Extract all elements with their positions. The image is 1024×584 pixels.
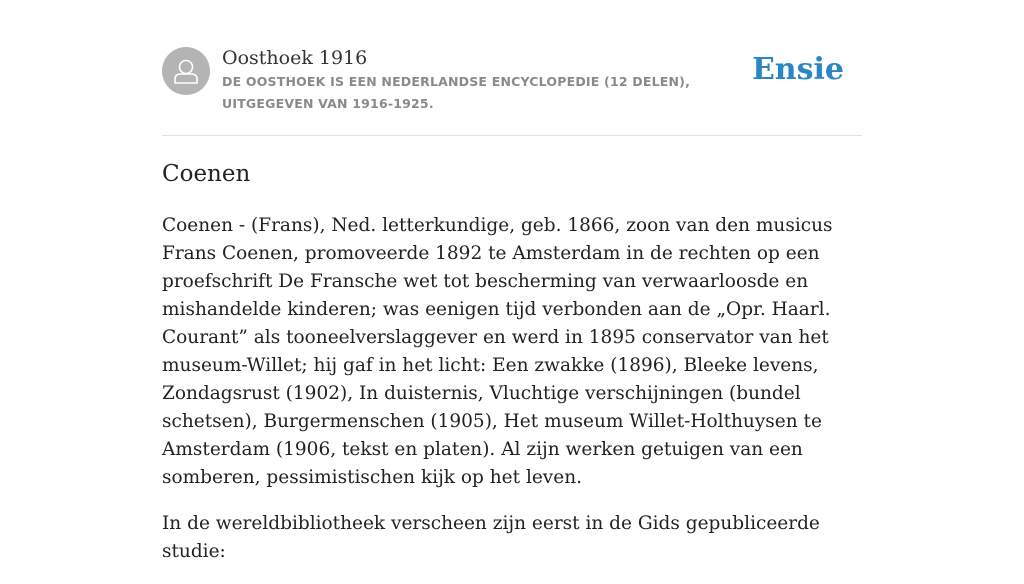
source-avatar[interactable] <box>162 47 210 95</box>
source-description: DE OOSTHOEK IS EEN NEDERLANDSE ENCYCLOPEDIE (12 DELEN), UITGEGEVEN VAN 1916-1925. <box>222 74 691 111</box>
user-placeholder-icon <box>162 47 210 95</box>
article-paragraph: In de wereldbibliotheek verscheen zijn eerst in de Gids gepubliceerde studie: <box>162 513 820 562</box>
source-title[interactable]: Oosthoek 1916 <box>222 47 368 69</box>
header-divider <box>162 135 862 136</box>
article-paragraph: Coenen - (Frans), Ned. letterkundige, geb. 1866, zoon van den musicus Frans Coenen, promoveerde 1892 te Amsterdam in de rechten op een proefschrift De Fransche wet tot bescherming van verwaarloosde en mishandelde kinderen; was eenigen tijd verbonden aan de „Opr. Haarl. Courant” als tooneelverslaggever en werd in 1895 conservator van het museum-Willet; hij gaf in het licht: Een zwakke (1896), Bleeke levens, Zondagsrust (1902), In duisternis, Vluchtige verschijningen (bundel schetsen), Burgermenschen (1905), Het museum Willet-Holthuysen te Amsterdam (1906, tekst en platen). Al zijn werken getuigen van een somberen, pessimistischen kijk op het leven. <box>162 215 833 488</box>
brand-logo[interactable]: Ensie <box>751 52 844 87</box>
article-title: Coenen <box>162 161 251 187</box>
source-header <box>162 46 862 136</box>
article-body <box>162 212 862 584</box>
